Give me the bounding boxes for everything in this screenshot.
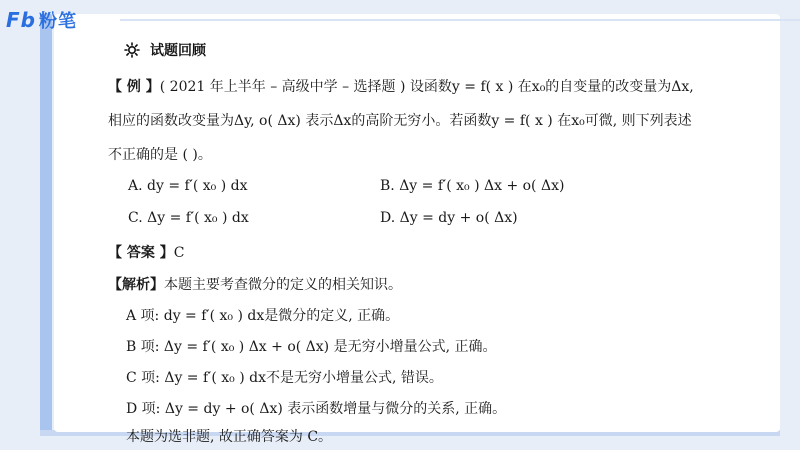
header-divider xyxy=(120,19,800,21)
analysis-tag: 【解析】 xyxy=(108,277,164,293)
analysis-item-c: C 项: Δy = f′( x₀ ) dx不是无穷小增量公式, 错误。 xyxy=(126,370,443,386)
option-b: B. Δy = f′( x₀ ) Δx + o( Δx) xyxy=(380,178,565,194)
question-line-2: 相应的函数改变量为Δy, o( Δx) 表示Δx的高阶无穷小。若函数y = f( x ) 在x₀可微, 则下列表述 xyxy=(108,113,692,129)
option-d: D. Δy = dy + o( Δx) xyxy=(380,210,518,226)
answer-tag: 【 答案 】 xyxy=(108,245,174,261)
question-line-1 xyxy=(108,76,694,96)
analysis-line xyxy=(108,274,402,294)
option-a: A. dy = f′( x₀ ) dx xyxy=(128,178,248,194)
gear-icon xyxy=(124,42,140,58)
question-line-3: 不正确的是 ( )。 xyxy=(108,147,212,163)
analysis-item-d: D 项: Δy = dy + o( Δx) 表示函数增量与微分的关系, 正确。 xyxy=(126,401,507,417)
logo-mark: Fb xyxy=(6,8,36,32)
answer-line xyxy=(108,242,184,262)
question-tag: 【 例 】 xyxy=(108,79,160,95)
option-c: C. Δy = f′( x₀ ) dx xyxy=(128,210,249,226)
analysis-conclusion: 本题为选非题, 故正确答案为 C。 xyxy=(126,429,333,445)
analysis-item-b: B 项: Δy = f′( x₀ ) Δx + o( Δx) 是无穷小增量公式, 正确。 xyxy=(126,339,497,355)
analysis-item-a: A 项: dy = f′( x₀ ) dx是微分的定义, 正确。 xyxy=(126,308,400,324)
section-header xyxy=(124,40,206,60)
section-title: 试题回顾 xyxy=(150,43,206,59)
logo-text: 粉笔 xyxy=(38,11,77,32)
brand-logo xyxy=(6,8,77,32)
question-text-1: ( 2021 年上半年 – 高级中学 – 选择题 ) 设函数y = f( x ) 在x₀的自变量的改变量为Δx, xyxy=(159,79,694,95)
analysis-intro: 本题主要考查微分的定义的相关知识。 xyxy=(164,277,402,293)
frame-left-bar xyxy=(40,14,52,434)
answer-value: C xyxy=(173,245,185,261)
